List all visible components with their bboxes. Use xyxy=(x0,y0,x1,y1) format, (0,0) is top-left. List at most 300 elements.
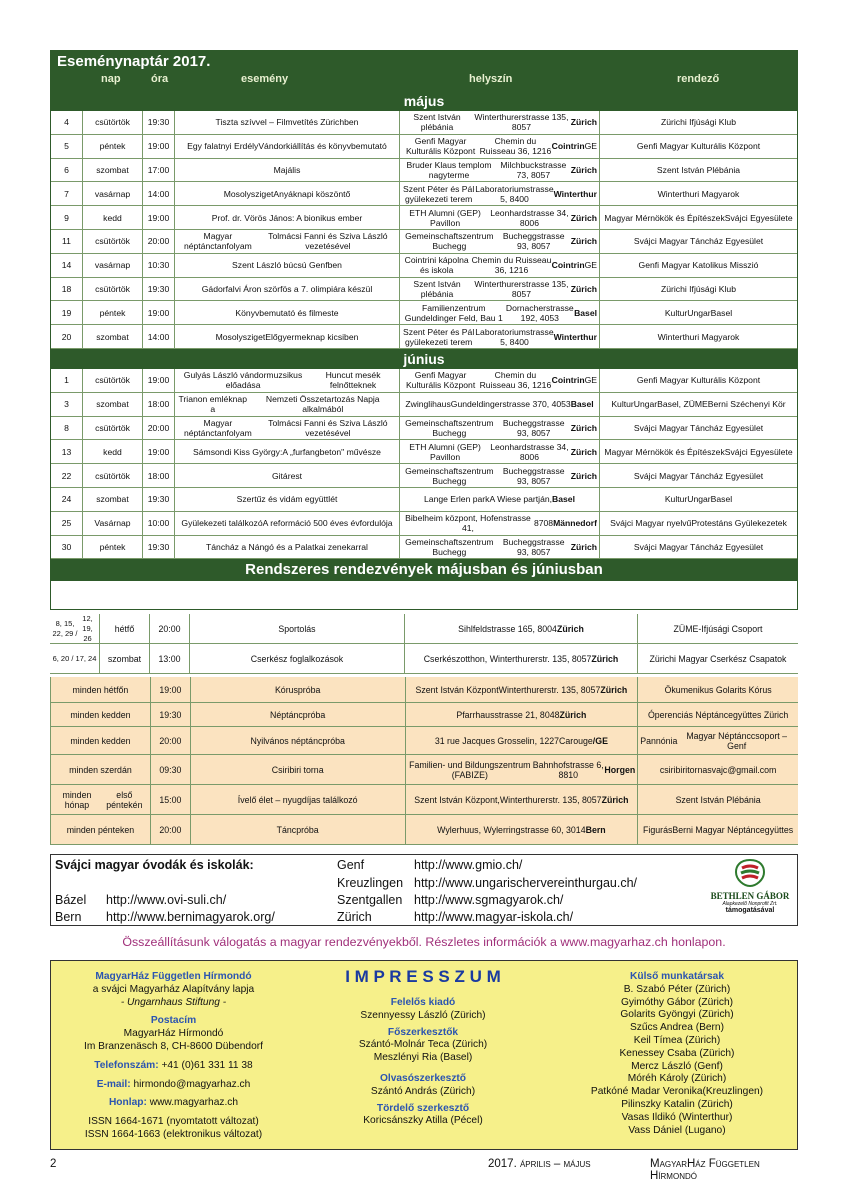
text-line: Berni Magyar Néptáncegyüttes xyxy=(672,824,794,835)
venue-city: Cointrin xyxy=(551,260,585,271)
text-line: Szent István Plébánia xyxy=(656,164,741,175)
bethlen-gabor-logo xyxy=(707,858,793,922)
contributor-name: Vasas Ildikó (Winterthur) xyxy=(621,1111,733,1123)
school-link[interactable]: http://www.sgmagyarok.ch/ xyxy=(414,893,564,907)
venue-city: Zürich xyxy=(570,541,597,552)
event-date: 24 xyxy=(51,488,83,511)
web-value[interactable]: www.magyarhaz.ch xyxy=(149,1097,239,1109)
event-name xyxy=(175,536,400,559)
venue-city: Zürich xyxy=(570,117,597,128)
venue-suffix: GE xyxy=(584,141,597,152)
event-weekday: csütörtök xyxy=(83,278,143,301)
venue-name: ETH Alumni (GEP) Pavillon xyxy=(409,207,481,228)
venue-address: Gundeldingerstrasse 370, 4053 xyxy=(450,399,571,410)
venue-city: Horgen xyxy=(604,764,636,775)
event-venue xyxy=(400,536,600,559)
event-name xyxy=(175,230,400,253)
regular-organizer xyxy=(638,703,798,726)
text-line: 6, 20 / 17, 24 xyxy=(52,653,97,663)
event-venue xyxy=(400,301,600,324)
event-date: 8 xyxy=(51,417,83,440)
regular-venue xyxy=(406,755,639,784)
calendar-header xyxy=(51,51,797,91)
calendar-title: Eseménynaptár 2017. xyxy=(57,53,211,70)
regular-event: Táncpróba xyxy=(191,815,406,844)
logo-name: BETHLEN GÁBOR xyxy=(710,891,790,901)
text-line: Svájci Magyar Táncház Egyesület xyxy=(633,236,764,247)
venue-address: Bucheggstrasse 93, 8057 xyxy=(502,231,565,252)
text-line: Genfi Magyar Kulturális Központ xyxy=(636,141,761,152)
text-line: Genfi Magyar Katolikus Misszió xyxy=(638,260,759,271)
text-line: Magyar néptánctanfolyam xyxy=(183,417,252,438)
event-time: 19:30 xyxy=(143,536,175,559)
event-date: 9 xyxy=(51,206,83,229)
col-event: esemény xyxy=(241,73,289,85)
event-time: 10:00 xyxy=(143,512,175,535)
bethlen-emblem-icon xyxy=(730,858,770,888)
event-name xyxy=(175,440,400,463)
event-weekday: szombat xyxy=(83,488,143,511)
event-time: 19:30 xyxy=(143,488,175,511)
school-city: Genf xyxy=(337,858,365,872)
venue-name: 31 rue Jacques Grosselin, 1227 xyxy=(434,735,560,746)
venue-city: Winterthur xyxy=(553,331,597,342)
venue-name: Genfi Magyar Kulturális Központ xyxy=(405,136,476,157)
event-venue xyxy=(400,135,600,158)
venue-city: Zürich xyxy=(556,623,584,634)
event-date: 11 xyxy=(51,230,83,253)
text-line: Magyar Mérnökök és Építészek xyxy=(604,212,725,223)
text-line: 12, 19, 26 xyxy=(82,614,93,643)
contributor-name: Mercz László (Genf) xyxy=(631,1060,723,1072)
text-line: minden hónap xyxy=(62,789,92,810)
issn: ISSN 1664-1663 (elektronikus változat) xyxy=(84,1128,263,1140)
text-line: Egy falatnyi Erdély xyxy=(187,141,259,152)
venue-name: Szent István Központ xyxy=(415,684,499,695)
school-link[interactable]: http://www.gmio.ch/ xyxy=(414,858,523,872)
event-date: 19 xyxy=(51,301,83,324)
text-line: első péntekén xyxy=(106,789,143,810)
regular-time: 19:30 xyxy=(151,703,191,726)
regular-row xyxy=(50,785,798,815)
publisher-label: Felelős kiadó xyxy=(390,997,456,1008)
paper-desc-2: - Ungarnhaus Stiftung - xyxy=(120,996,227,1008)
text-line: Trianon emléknap a xyxy=(178,394,247,415)
event-venue xyxy=(400,278,600,301)
event-date: 13 xyxy=(51,440,83,463)
event-venue xyxy=(400,464,600,487)
contributor-name: Szűcs Andrea (Bern) xyxy=(630,1022,724,1034)
venue-address: Winterthurerstrasse 135, 8057 xyxy=(474,112,569,133)
event-calendar xyxy=(50,50,798,610)
regular-event: Néptáncpróba xyxy=(191,703,406,726)
contributors-list xyxy=(561,984,793,1138)
postal-label: Postacím xyxy=(150,1015,197,1027)
venue-city: Basel xyxy=(552,494,575,505)
school-city: Zürich xyxy=(337,910,372,924)
event-venue xyxy=(400,440,600,463)
event-time: 19:30 xyxy=(143,278,175,301)
event-date: 1 xyxy=(51,369,83,392)
event-organizer xyxy=(600,159,797,182)
venue-address: Winterthurerstrasse 135, 8057 xyxy=(474,278,569,299)
school-city: Bern xyxy=(55,910,82,924)
text-line: Gádorfalvi Áron szörfös a 7. olimpiára készül xyxy=(201,283,373,294)
venue-city: Basel xyxy=(570,399,594,410)
event-date: 4 xyxy=(51,111,83,134)
event-weekday: csütörtök xyxy=(83,230,143,253)
regular-when xyxy=(51,785,151,814)
event-weekday: szombat xyxy=(83,325,143,348)
text-line: Szent István Plébánia xyxy=(675,794,761,805)
layout-editor: Koricsánszky Atilla (Pécel) xyxy=(363,1115,483,1127)
event-name xyxy=(175,135,400,158)
regular-when xyxy=(51,677,151,702)
venue-city: Zürich xyxy=(570,470,597,481)
contributor-name: Patkóné Madar Veronika(Kreuzlingen) xyxy=(590,1086,764,1098)
text-line: Zürichi Ifjúsági Klub xyxy=(661,117,736,128)
venue-name: Gemeinschaftszentrum Buchegg xyxy=(405,536,494,557)
editor: Szántó-Molnár Teca (Zürich) xyxy=(358,1039,488,1051)
regular-organizer xyxy=(638,677,798,702)
venue-address: Milchbuckstrasse 73, 8057 xyxy=(500,159,567,180)
event-time: 14:00 xyxy=(143,182,175,205)
regular-dates xyxy=(50,644,100,673)
venue-city: Zürich xyxy=(570,446,597,457)
regular-when xyxy=(51,703,151,726)
event-organizer xyxy=(600,182,797,205)
text-line: Sámsondi Kiss György: xyxy=(193,446,283,457)
regular-row xyxy=(50,703,798,727)
venue-address: Chemin du Ruisseau 36, 1216 xyxy=(479,370,552,391)
text-line: Táncház a Nángó és a Palatkai zenekarral xyxy=(206,541,368,552)
event-name xyxy=(175,301,400,324)
venue-name: Bruder Klaus templom nagyterme xyxy=(406,159,492,180)
impresszum-left xyxy=(56,971,291,1142)
event-weekday: kedd xyxy=(83,206,143,229)
venue-address: Winterthurerstr. 135, 8057 xyxy=(499,794,602,805)
text-line: Óperenciás Néptáncegyüttes Zürich xyxy=(647,709,789,720)
event-name xyxy=(175,325,400,348)
regular-events-table xyxy=(50,614,798,845)
event-row xyxy=(51,536,797,560)
event-name xyxy=(175,488,400,511)
venue-address: Laboratoriumstrasse 5, 8400 xyxy=(475,183,554,204)
event-weekday: péntek xyxy=(83,135,143,158)
event-row xyxy=(51,369,797,393)
venue-name: Szent Péter és Pál gyülekezeti terem xyxy=(403,326,475,347)
regular-event: Kóruspróba xyxy=(191,677,406,702)
venue-address: Pfarrhausstrasse 21, 8048 xyxy=(456,709,560,720)
event-row xyxy=(51,254,797,278)
text-line: Prof. dr. Vörös János: A bionikus ember xyxy=(211,212,363,223)
event-name xyxy=(175,254,400,277)
event-weekday: vasárnap xyxy=(83,182,143,205)
school-link[interactable]: http://www.magyar-iskola.ch/ xyxy=(414,910,574,924)
event-organizer xyxy=(600,111,797,134)
publisher: Szennyessy László (Zürich) xyxy=(360,1009,486,1021)
event-row xyxy=(51,488,797,512)
event-organizer xyxy=(600,393,797,416)
venue-name: Zwinglihaus xyxy=(405,399,451,410)
text-line: Svájci Egyesülete xyxy=(724,212,793,223)
event-organizer xyxy=(600,325,797,348)
text-line: KulturUngarBasel, ZÜME xyxy=(611,399,708,410)
event-row xyxy=(51,325,797,349)
event-venue xyxy=(400,512,600,535)
col-organizer: rendező xyxy=(677,73,720,85)
text-line: Ökumenikus Golarits Kórus xyxy=(664,684,772,695)
event-time: 20:00 xyxy=(143,230,175,253)
venue-name: Szent Péter és Pál gyülekezeti terem xyxy=(403,183,475,204)
event-name xyxy=(175,206,400,229)
event-date: 25 xyxy=(51,512,83,535)
text-line: minden pénteken xyxy=(66,824,135,835)
paper-name: MagyarHáz Független Hírmondó xyxy=(95,971,252,982)
venue-name: Genfi Magyar Kulturális Központ xyxy=(405,370,476,391)
event-organizer xyxy=(600,230,797,253)
reader-label: Olvasószerkesztő xyxy=(379,1072,467,1084)
school-link[interactable]: http://www.ovi-suli.ch/ xyxy=(106,893,227,907)
event-weekday: szombat xyxy=(83,393,143,416)
regular-when xyxy=(51,815,151,844)
regular-event: Ívelő élet – nyugdíjas találkozó xyxy=(191,785,406,814)
event-name xyxy=(175,111,400,134)
event-date: 5 xyxy=(51,135,83,158)
regular-row xyxy=(50,677,798,703)
regular-venue xyxy=(406,785,639,814)
event-organizer xyxy=(600,369,797,392)
venue-city: /GE xyxy=(592,735,608,746)
venue-city: Zürich xyxy=(559,709,587,720)
school-city: Bázel xyxy=(55,893,87,907)
regular-event: Csiribiri torna xyxy=(191,755,406,784)
text-line: Svájci Magyar Táncház Egyesület xyxy=(633,470,764,481)
venue-address: Wylerhuus, Wylerringstrasse 60, 3014 xyxy=(437,824,586,835)
event-organizer xyxy=(600,440,797,463)
venue-city: Bern xyxy=(585,824,606,835)
event-date: 18 xyxy=(51,278,83,301)
text-line: minden kedden xyxy=(70,709,131,720)
contributors-title: Külső munkatársak xyxy=(630,971,724,982)
regular-time: 09:30 xyxy=(151,755,191,784)
school-city: Szentgallen xyxy=(337,893,403,907)
event-time: 18:00 xyxy=(143,464,175,487)
school-city: Kreuzlingen xyxy=(337,876,404,890)
venue-name: Szent István plébánia xyxy=(413,112,461,133)
regular-organizer: Zürichi Magyar Cserkész Csapatok xyxy=(649,653,787,664)
text-line: Szertűz és vidám együttlét xyxy=(236,494,338,505)
event-weekday: péntek xyxy=(83,301,143,324)
venue-address: Leonhardstrasse 34, 8006 xyxy=(490,441,569,462)
event-weekday: szombat xyxy=(83,159,143,182)
text-line: Svájci Magyar nyelvű xyxy=(610,518,692,529)
venue-address: Cserkészotthon, Winterthurerstr. 135, 8057 xyxy=(423,653,592,664)
text-line: Huncut mesék felnőtteknek xyxy=(325,370,381,391)
venue-city: Cointrin xyxy=(551,141,585,152)
contributor-name: B. Szabó Péter (Zürich) xyxy=(623,983,731,995)
venue-address: Bahnhofstrasse 6, 8810 xyxy=(532,759,604,780)
text-line: Figurás xyxy=(643,824,673,835)
venue-address: Sihlfeldstrasse 165, 8004 xyxy=(458,623,557,634)
contributor-name: Pilinszky Katalin (Zürich) xyxy=(621,1098,733,1110)
month-june: június xyxy=(51,349,797,369)
venue-name: Szent István plébánia xyxy=(413,278,461,299)
event-venue xyxy=(400,111,600,134)
text-line: Mosolysziget xyxy=(215,331,266,342)
event-venue xyxy=(400,206,600,229)
text-line: Svájci Magyar Táncház Egyesület xyxy=(633,422,764,433)
regular-row xyxy=(50,815,798,845)
event-row xyxy=(51,393,797,417)
text-line: Svájci Egyesülete xyxy=(724,446,793,457)
event-organizer xyxy=(600,464,797,487)
col-time: óra xyxy=(151,73,169,85)
contributor-name: Kenessey Csaba (Zürich) xyxy=(619,1047,735,1059)
event-time: 19:00 xyxy=(143,301,175,324)
event-venue xyxy=(400,325,600,348)
event-weekday: vasárnap xyxy=(83,254,143,277)
text-line: Könyvbemutató és filmeste xyxy=(235,307,339,318)
venue-name: Gemeinschaftszentrum Buchegg xyxy=(405,465,494,486)
text-line: Magyar Mérnökök és Építészek xyxy=(604,446,725,457)
event-date: 30 xyxy=(51,536,83,559)
venue-city: Zürich xyxy=(570,164,597,175)
text-line: Berni Széchenyi Kör xyxy=(707,399,786,410)
event-name xyxy=(175,512,400,535)
text-line: Tolmácsi Fanni és Sziva László vezetésével xyxy=(268,231,388,252)
regular-venue xyxy=(406,703,639,726)
venue-address: A Wiese partján, xyxy=(489,494,553,505)
venue-name: Bibelheim központ, Hofenstrasse 41, xyxy=(405,513,531,534)
month-may: május xyxy=(51,91,797,111)
regular-event: Sportolás xyxy=(190,614,405,643)
regular-time: 20:00 xyxy=(151,815,191,844)
venue-city: Zürich xyxy=(600,684,628,695)
contributor-name: Vass Dániel (Lugano) xyxy=(628,1124,726,1136)
email-value[interactable]: hirmondo@magyarhaz.ch xyxy=(133,1078,251,1090)
email-label: E-mail: xyxy=(96,1078,131,1090)
text-line: Genfi Magyar Kulturális Központ xyxy=(636,375,761,386)
event-row xyxy=(51,278,797,302)
event-organizer xyxy=(600,488,797,511)
regular-when xyxy=(51,755,151,784)
event-row xyxy=(51,111,797,135)
regular-venue xyxy=(405,644,638,673)
event-date: 20 xyxy=(51,325,83,348)
reader: Szántó András (Zürich) xyxy=(370,1085,476,1097)
text-line: Magyar néptánctanfolyam xyxy=(183,231,252,252)
event-date: 7 xyxy=(51,182,83,205)
venue-suffix: GE xyxy=(584,375,597,386)
regular-time: 20:00 xyxy=(151,727,191,754)
venue-address: Chemin du Ruisseau 36, 1216 xyxy=(471,255,552,276)
page-number: 2 xyxy=(50,1158,57,1170)
text-line: Előgyermeknap kicsiben xyxy=(265,331,359,342)
event-organizer xyxy=(600,254,797,277)
school-link[interactable]: http://www.ungarischervereinthurgau.ch/ xyxy=(414,876,638,890)
regular-venue xyxy=(405,614,638,643)
impresszum-title: I M P R E S S Z U M xyxy=(345,967,501,986)
contributor-name: Gyimóthy Gábor (Zürich) xyxy=(620,996,734,1008)
event-organizer xyxy=(600,512,797,535)
event-time: 14:00 xyxy=(143,325,175,348)
venue-city: Männedorf xyxy=(553,518,597,529)
event-name xyxy=(175,159,400,182)
event-time: 20:00 xyxy=(143,417,175,440)
regular-organizer xyxy=(638,815,798,844)
regular-event: Cserkész foglalkozások xyxy=(190,644,405,673)
text-line: Gitárest xyxy=(271,470,303,481)
schools-title: Svájci magyar óvodák és iskolák: xyxy=(55,858,254,872)
regular-time: 15:00 xyxy=(151,785,191,814)
regular-row xyxy=(50,614,798,644)
text-line: Szent László búcsú Genfben xyxy=(232,260,342,271)
col-day: nap xyxy=(101,73,121,85)
event-row xyxy=(51,135,797,159)
regular-venue xyxy=(406,815,639,844)
event-organizer xyxy=(600,135,797,158)
regular-organizer xyxy=(638,755,798,784)
text-line: Gyülekezeti találkozó xyxy=(181,518,263,529)
text-line: Zürichi Ifjúsági Klub xyxy=(661,283,736,294)
text-line: Pannónia xyxy=(640,735,678,746)
school-link[interactable]: http://www.bernimagyarok.org/ xyxy=(106,910,275,924)
event-venue xyxy=(400,159,600,182)
text-line: minden szerdán xyxy=(69,764,132,775)
event-time: 19:30 xyxy=(143,111,175,134)
event-venue xyxy=(400,488,600,511)
regular-row xyxy=(50,727,798,755)
text-line: KulturUngarBasel xyxy=(664,494,733,505)
text-line: Tiszta szívvel – Filmvetítés Zürichben xyxy=(215,117,359,128)
event-date: 3 xyxy=(51,393,83,416)
phone-label: Telefonszám: xyxy=(94,1059,159,1071)
venue-address: Carouge xyxy=(559,735,593,746)
venue-city: Zürich xyxy=(570,236,597,247)
event-time: 10:30 xyxy=(143,254,175,277)
text-line: minden kedden xyxy=(70,735,131,746)
venue-suffix: GE xyxy=(584,260,597,271)
venue-city: Zürich xyxy=(570,422,597,433)
regular-row xyxy=(50,755,798,785)
event-weekday: csütörtök xyxy=(83,417,143,440)
editors-label: Főszerkesztők xyxy=(387,1026,459,1038)
venue-name: Szent István Központ, xyxy=(414,794,500,805)
venue-address: 8708 xyxy=(533,518,554,529)
venue-name: Familienzentrum Gundeldinger Feld, Bau 1 xyxy=(404,302,503,323)
text-line: A „furfangbeton" művésze xyxy=(282,446,381,457)
event-date: 14 xyxy=(51,254,83,277)
event-time: 19:00 xyxy=(143,135,175,158)
venue-address: Bucheggstrasse 93, 8057 xyxy=(502,465,565,486)
venue-address: Bucheggstrasse 93, 8057 xyxy=(502,417,565,438)
text-line: Winterthuri Magyarok xyxy=(657,188,740,199)
col-venue: helyszín xyxy=(469,73,513,85)
regular-time: 13:00 xyxy=(150,644,190,673)
text-line: minden hétfőn xyxy=(72,684,129,695)
text-line: Anyáknapi köszöntő xyxy=(273,188,351,199)
regular-organizer: ZÜME-Ifjúsági Csoport xyxy=(673,623,763,634)
regular-weekday: szombat xyxy=(100,644,150,673)
event-organizer xyxy=(600,417,797,440)
event-row xyxy=(51,301,797,325)
event-venue xyxy=(400,393,600,416)
event-organizer xyxy=(600,301,797,324)
event-venue xyxy=(400,254,600,277)
text-line: A reformáció 500 éves évfordulója xyxy=(262,518,393,529)
text-line: csiribiritornasvajc@gmail.com xyxy=(659,764,777,775)
